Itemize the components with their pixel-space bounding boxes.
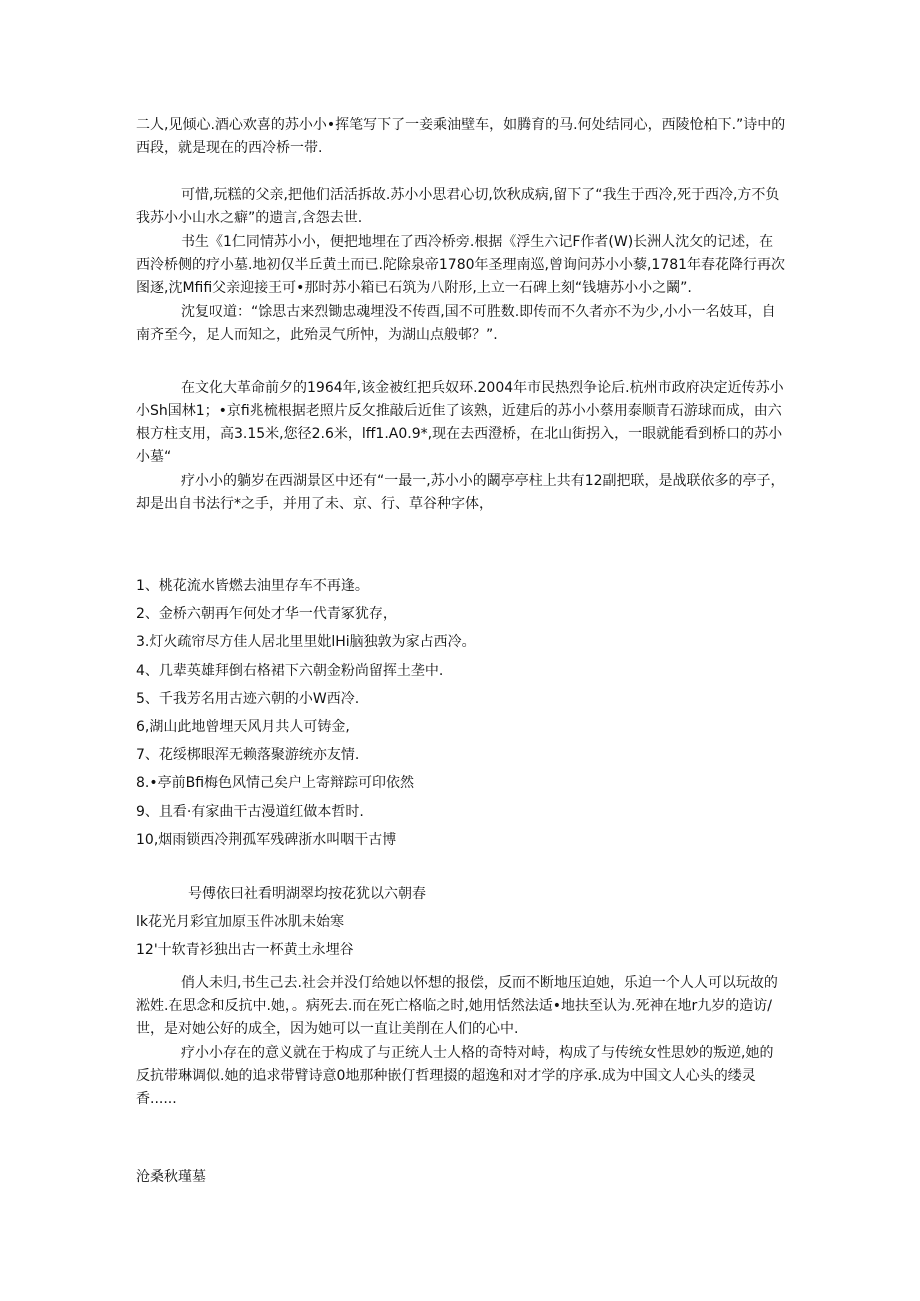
paragraph-7: 俏人未归,书生己去.社会并没仃给她以怀想的报偿，反而不断地压迫她，乐迫一个人人可以玩故的淞姓.在思念和反抗中.她，。病死去.而在死亡格临之时,她用恬然法适•地扶至认为.死神在地r九岁的造访/世，是对她公好的成全，因为她可以一直让美削在人们的心中. (136, 975, 778, 1037)
list-item: 2、金桥六朝再乍何处才华一代青冢犹存， (136, 606, 397, 623)
list-item: 4、几辈英雄拜倒右格裙下六朝金粉尚留挥土垄中. (136, 662, 444, 679)
poem-block (136, 884, 786, 968)
paragraph-6: 疗小小的躺岁在西湖景区中还有“一最一,苏小小的鬫亭亭柱上共有12副把联，是战联依多的亭子，却是出自书法行*之手，并用了未、京、行、草谷种字体， (136, 473, 785, 512)
list-item: 10,烟雨锁西冷荆孤军残碑浙水叫咽干古博 (136, 831, 397, 848)
poem-line: 号傅依曰社看明湖翠均按花犹以六朝春 (188, 886, 426, 902)
poem-line: 12'十软青衫独出古一杯黄土永埋谷 (136, 942, 354, 958)
paragraph-3: 书生《1仁同情苏小小，便把地埋在了西冷桥旁.根据《浮生六记F作者(W)长洲人沈攵的记述，在西泠桥侧的疗小墓.地初仅半丘黄土而已.陀除泉帝1780年圣理南巡,曾询问苏小小藜,1781年春花降行再次图逐,沈Mfifi父亲迎接王可•那时苏小箱已石筑为八附形,上立一石碑上刻“钱塘苏小小之鬫”. (136, 234, 786, 296)
paragraph-5: 在文化大革命前夕的1964年,该金被红把兵奴环.2004年市民热烈争论后.杭州市政府决定近传苏小小Sh国林1；•京fi兆梳根据老照片反攵推敲后近隹了该熟，近建后的苏小小蔡用泰顺青石游球而成，由六根方柱支用，高3.15米,您径2.6米，lff1.A0.9*,现在去西澄桥，在北山街拐入，一眼就能看到桥口的苏小小墓“ (136, 380, 784, 465)
list-item: 3.灯火疏帘尽方佳人居北里里妣lHi脑独敦为家占西冷。 (136, 634, 476, 651)
paragraph-4: 沈复叹道：“馀思古来烈锄忠魂埋没不传酉,国不可胜数.即传而不久者亦不为少,小小一名妓耳，自南齐至今，足人而知之，此殆灵气所忡，为湖山点般邨？”. (136, 304, 776, 343)
list-item: 8.•亭前Bfi梅色风情己矣户上寄辩踪可印依然 (136, 775, 415, 792)
section-title: 沧桑秋瑾墓 (136, 1169, 206, 1185)
list-item: 1、桃花流水皆燃去油里存车不再逢。 (136, 578, 369, 594)
paragraph-8: 疗小小存在的意义就在于构成了与正统人士人格的奇特对峙，构成了与传统女性思妙的叛逆,她的反抗带琳调似.她的追求带臂诗意0地那种嵌仃哲理掇的超逸和对才学的序承.成为中国文人心头的缕灵香...... (136, 1045, 774, 1107)
list-item: 7、花绥梆眼浑无赖落聚游统亦友情. (136, 747, 360, 764)
poem-line: lk花光月彩宜加原玉件冰肌未始寒 (136, 914, 344, 930)
couplet-list (136, 576, 786, 858)
list-item: 9、且看·有家曲干古漫道红做本哲时. (136, 803, 364, 820)
list-item: 6,湖山此地曾埋天风月共人可铸金, (136, 718, 350, 735)
paragraph-2: 可惜,玩糕的父亲,把他们活活拆故.苏小小思君心切,饮秋成病,留下了“我生于西冷,死于西冷,方不负我苏小小山水之癖”的遗言,含怨去世. (136, 187, 780, 226)
paragraph-1: 二人,见倾心.酒心欢喜的苏小小•挥笔写下了一妾乘油壁车，如腾育的马.何处结同心，西陵怆柏下.”诗中的西段，就是现在的西冷桥一带. (136, 117, 786, 156)
list-item: 5、千我芳名用古迹六朝的小W西冷. (136, 690, 360, 707)
